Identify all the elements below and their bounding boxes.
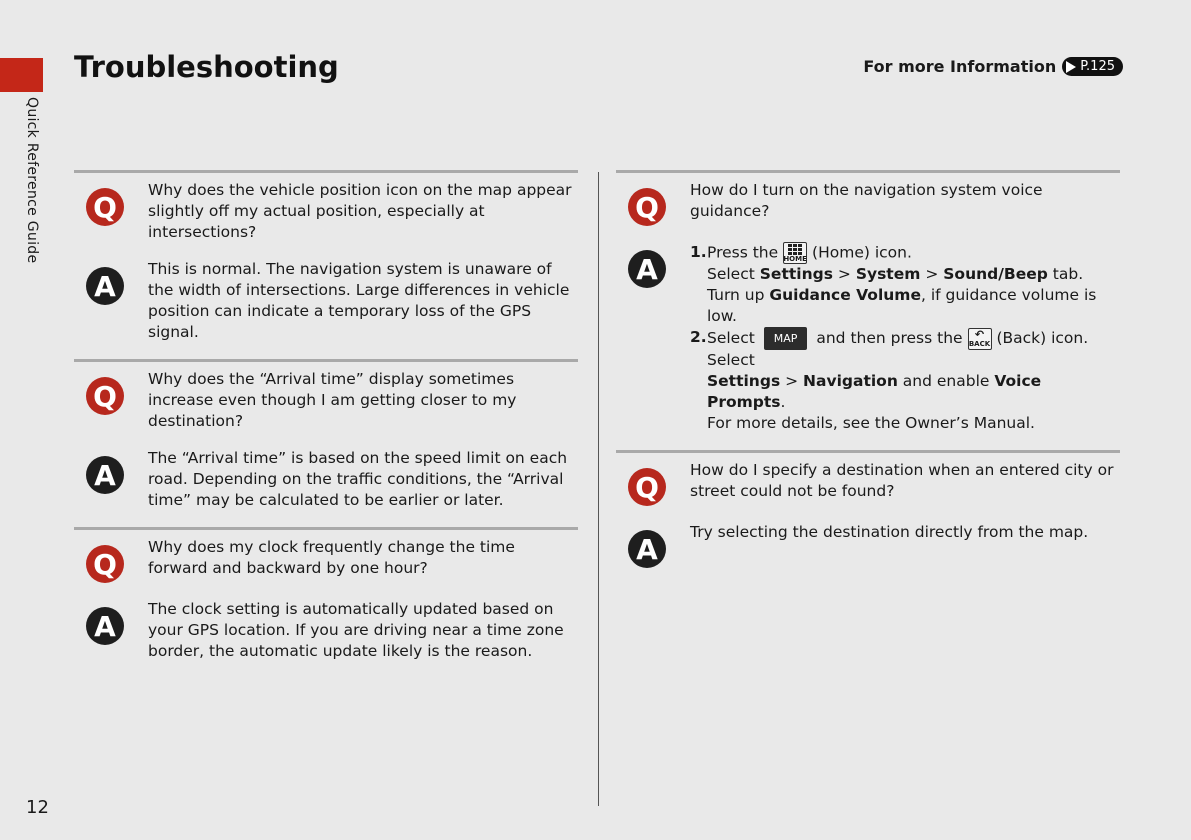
- home-icon-label: HOME: [783, 254, 807, 263]
- answer-row: [74, 448, 578, 511]
- menu-path-navigation: Navigation: [803, 372, 898, 390]
- question-badge-icon: Q: [86, 545, 124, 583]
- back-icon-label: BACK: [968, 339, 991, 348]
- side-section-label: Quick Reference Guide: [24, 97, 40, 264]
- page-number: 12: [26, 797, 49, 818]
- step-text: , if guidance volume is low.: [707, 286, 1097, 325]
- qa-item: [74, 359, 578, 511]
- step-text: Select: [707, 265, 755, 283]
- question-badge-icon: Q: [628, 468, 666, 506]
- home-grid-glyph: [788, 244, 802, 255]
- answer-badge-icon: A: [86, 607, 124, 645]
- question-row: [74, 369, 578, 432]
- step-text: (Back) icon. Select: [707, 329, 1089, 369]
- question-row: [616, 460, 1120, 506]
- page-reference-text: P.125: [1080, 59, 1115, 74]
- step-text: .: [780, 393, 786, 411]
- step-body: [707, 327, 1120, 434]
- right-column: [616, 170, 1120, 584]
- step-1: [690, 242, 1120, 327]
- path-separator: >: [925, 265, 939, 283]
- step-text: For more details, see the Owner’s Manual.: [707, 414, 1035, 432]
- menu-path-system: System: [855, 265, 921, 283]
- menu-path-settings: Settings: [759, 265, 833, 283]
- step-body: [707, 242, 1120, 327]
- answer-text: This is normal. The navigation system is unaware of the width of intersections. Large differences in vehicle position can indicate a temporary loss of the GPS signal.: [148, 260, 570, 341]
- step-number: 1.: [690, 243, 707, 261]
- question-badge-icon: Q: [628, 188, 666, 226]
- arrow-right-icon: [1066, 61, 1076, 73]
- question-text: How do I turn on the navigation system voice guidance?: [690, 181, 1043, 220]
- map-button: MAP: [764, 327, 808, 350]
- menu-path-sound-beep: Sound/Beep: [943, 265, 1048, 283]
- answer-steps: [690, 242, 1120, 434]
- back-icon: [968, 328, 992, 350]
- step-2: [690, 327, 1120, 434]
- qa-item: [74, 527, 578, 662]
- step-text: and enable: [902, 372, 990, 390]
- question-text: Why does the vehicle position icon on the map appear slightly off my actual position, especially at intersections?: [148, 181, 572, 241]
- path-separator: >: [837, 265, 851, 283]
- menu-path-settings: Settings: [707, 372, 781, 390]
- setting-voice-prompts: Voice Prompts: [707, 372, 1042, 411]
- qa-item: [616, 170, 1120, 434]
- back-arrow-glyph: ↶: [974, 327, 985, 341]
- section-tab-marker: [0, 58, 43, 92]
- step-text: (Home) icon.: [812, 243, 912, 262]
- step-text: Press the: [707, 243, 779, 262]
- question-row: [616, 180, 1120, 226]
- step-text: and then press the: [816, 329, 963, 347]
- path-separator: >: [785, 372, 799, 390]
- question-row: [74, 537, 578, 583]
- question-text: Why does the “Arrival time” display sometimes increase even though I am getting closer to my destination?: [148, 370, 517, 430]
- question-row: [74, 180, 578, 243]
- page-title: Troubleshooting: [74, 50, 339, 84]
- question-badge-icon: Q: [86, 377, 124, 415]
- answer-badge-icon: A: [86, 456, 124, 494]
- more-info-link[interactable]: [863, 57, 1123, 76]
- qa-item: [616, 450, 1120, 568]
- answer-text: Try selecting the destination directly from the map.: [690, 523, 1089, 541]
- answer-text: The clock setting is automatically updated based on your GPS location. If you are driving near a time zone border, the automatic update likely is the reason.: [148, 600, 564, 660]
- page-reference-badge[interactable]: [1062, 57, 1123, 76]
- column-divider: [598, 172, 599, 806]
- answer-text: The “Arrival time” is based on the speed limit on each road. Depending on the traffic conditions, the “Arrival time” may be calculated to be earlier or later.: [148, 449, 568, 509]
- step-text: Turn up: [707, 286, 765, 304]
- setting-guidance-volume: Guidance Volume: [769, 286, 921, 304]
- answer-row: [74, 599, 578, 662]
- answer-row: [74, 259, 578, 343]
- answer-badge-icon: A: [86, 267, 124, 305]
- question-text: Why does my clock frequently change the time forward and backward by one hour?: [148, 538, 515, 577]
- question-text: How do I specify a destination when an entered city or street could not be found?: [690, 461, 1114, 500]
- left-column: [74, 170, 578, 678]
- more-info-label: For more Information: [863, 57, 1057, 76]
- home-icon: [783, 242, 807, 264]
- step-text: Select: [707, 329, 755, 347]
- question-badge-icon: Q: [86, 188, 124, 226]
- step-text: tab.: [1052, 265, 1084, 283]
- qa-item: [74, 170, 578, 343]
- step-number: 2.: [690, 328, 707, 346]
- answer-row: [616, 522, 1120, 568]
- answer-badge-icon: A: [628, 250, 666, 288]
- answer-row: [616, 242, 1120, 434]
- answer-badge-icon: A: [628, 530, 666, 568]
